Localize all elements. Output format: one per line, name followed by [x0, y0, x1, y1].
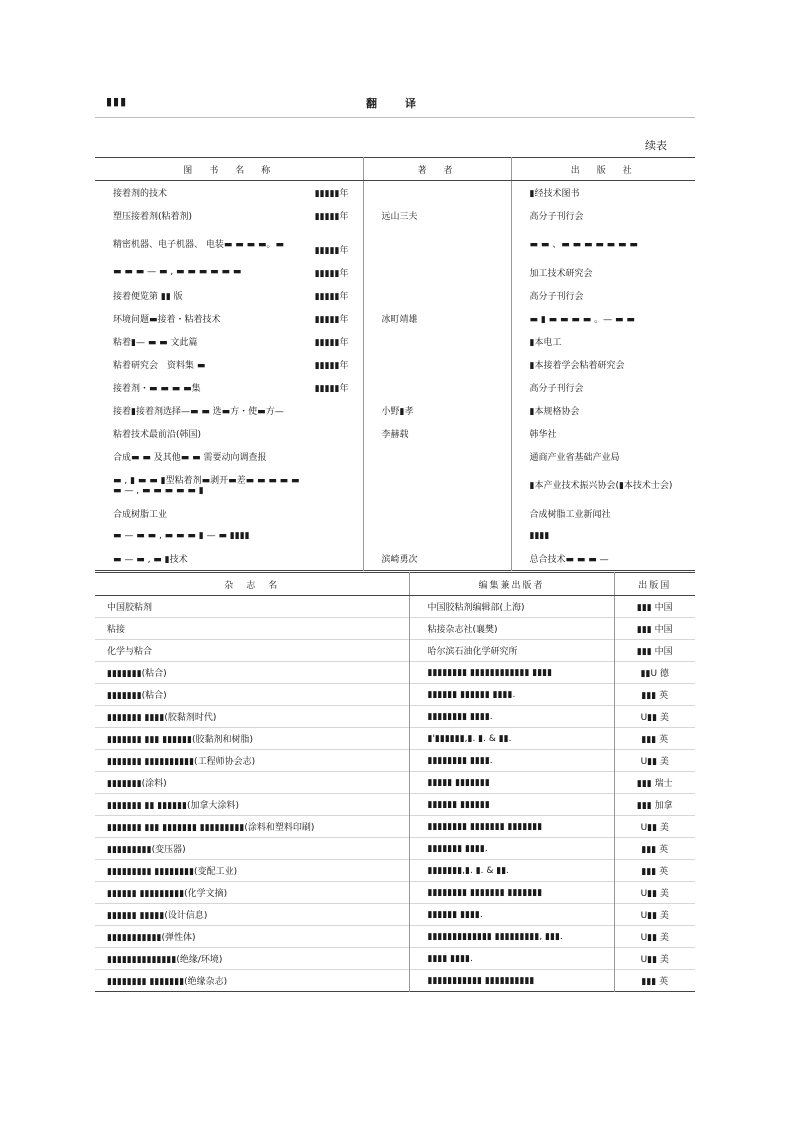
journal-publisher: ▮▮▮▮▮▮▮▮ ▮▮▮▮. [409, 706, 614, 728]
book-publisher: 高分子刊行会 [511, 376, 695, 399]
journal-row [95, 838, 695, 860]
book-title: 精密机器、电子机器、 电装▬ ▬ ▬ ▬。▬ [113, 240, 284, 250]
book-row [95, 376, 695, 399]
journal-row [95, 706, 695, 728]
book-row [95, 284, 695, 307]
journal-publisher: 哈尔滨石油化学研究所 [409, 640, 614, 662]
journal-publisher: ▮▮▮▮▮▮▮▮ ▮▮▮▮▮▮▮▮▮▮▮▮ ▮▮▮▮ [409, 662, 614, 684]
journal-country: ▮▮▮ 英 [614, 970, 695, 992]
running-header-title: 翻 译 [366, 97, 418, 110]
journal-country: ▮▮▮ 加拿 [614, 794, 695, 816]
book-row [95, 502, 695, 525]
journal-row [95, 882, 695, 904]
book-author: 李赫载 [363, 422, 511, 445]
journals-body [95, 596, 695, 992]
book-title-cell [95, 204, 363, 227]
journal-country: U▮▮ 美 [614, 750, 695, 772]
journal-name: ▮▮▮▮▮▮▮ ▮▮▮▮▮▮▮▮▮▮(工程师协会志) [107, 757, 256, 767]
journal-name: ▮▮▮▮▮▮▮▮▮▮▮▮▮▮(绝缘/环境) [107, 955, 223, 965]
book-title-cell [95, 330, 363, 353]
book-year: ▮▮▮▮▮年 [314, 383, 349, 394]
journal-country: U▮▮ 美 [614, 706, 695, 728]
book-year: ▮▮▮▮▮年 [314, 314, 349, 325]
journal-row [95, 904, 695, 926]
book-row [95, 261, 695, 284]
book-title-cell [95, 399, 363, 422]
journal-publisher: ▮▮▮▮▮▮▮▮▮▮▮▮▮ ▮▮▮▮▮▮▮▮▮, ▮▮▮. [409, 926, 614, 948]
journal-row [95, 662, 695, 684]
journal-row [95, 926, 695, 948]
journal-row [95, 728, 695, 750]
book-title-cell [95, 525, 363, 548]
book-title: 接着▮接着剂选择—▬ ▬ 选▬方・使▬方— [113, 406, 284, 417]
journal-country: ▮▮▮ 中国 [614, 596, 695, 618]
book-row [95, 181, 695, 204]
book-title-cell [95, 181, 363, 204]
journal-row [95, 684, 695, 706]
journal-row [95, 970, 695, 992]
journal-country: U▮▮ 美 [614, 882, 695, 904]
book-publisher: ▮本接着学会粘着研究会 [511, 353, 695, 376]
journal-publisher: 中国胶粘剂编辑部(上海) [409, 596, 614, 618]
journal-row [95, 816, 695, 838]
book-title: 粘着研究会 资料集 ▬ [113, 360, 206, 371]
book-year: ▮▮▮▮▮年 [314, 337, 349, 348]
book-title: 接着便览第 ▮▮ 版 [113, 291, 183, 302]
journal-name: 粘接 [107, 625, 126, 635]
journal-name: ▮▮▮▮▮▮▮▮ ▮▮▮▮▮▮▮(绝缘杂志) [107, 977, 228, 987]
book-year: ▮▮▮▮▮年 [314, 360, 349, 371]
book-publisher: 高分子刊行会 [511, 284, 695, 307]
book-publisher: 总合技术▬ ▬ ▬ — [511, 548, 695, 571]
book-author [363, 284, 511, 307]
journals-header-country: 出版国 [614, 573, 695, 596]
journal-publisher: ▮▮▮▮▮▮ ▮▮▮▮▮▮ ▮▮▮▮. [409, 684, 614, 706]
book-title: 粘着技术最前沿(韩国) [113, 429, 202, 440]
book-title-cell [95, 468, 363, 502]
book-publisher: 加工技术研究会 [511, 261, 695, 284]
book-author [363, 330, 511, 353]
journal-row [95, 772, 695, 794]
book-title-cell [95, 502, 363, 525]
journal-row [95, 618, 695, 640]
book-row [95, 445, 695, 468]
book-title-cell [95, 445, 363, 468]
journal-publisher: ▮▮▮▮▮ ▮▮▮▮▮▮▮ [409, 772, 614, 794]
journal-row [95, 596, 695, 618]
journal-country: ▮▮▮ 英 [614, 728, 695, 750]
journal-name: ▮▮▮▮▮▮▮(粘合) [107, 691, 167, 701]
book-author [363, 261, 511, 284]
journal-publisher: ▮▮▮▮▮▮▮▮ ▮▮▮▮. [409, 750, 614, 772]
journal-name: ▮▮▮▮▮▮▮ ▮▮▮▮(胶黏剂时代) [107, 713, 217, 723]
journal-name: ▮▮▮▮▮▮▮ ▮▮▮ ▮▮▮▮▮▮(胶黏剂和树脂) [107, 735, 253, 745]
book-publisher: 高分子刊行会 [511, 204, 695, 227]
book-title: 塑压接着剂(粘着剂) [113, 211, 193, 222]
journal-name: ▮▮▮▮▮▮▮(粘合) [107, 669, 167, 679]
journal-name: ▮▮▮▮▮▮▮▮▮▮▮(弹性体) [107, 933, 196, 943]
book-row [95, 353, 695, 376]
journal-name: ▮▮▮▮▮▮▮(涂料) [107, 779, 167, 789]
book-title: ▬ — ▬ , ▬ ▮技术 [113, 555, 188, 566]
book-title: 环境问题▬接着・粘着技术 [113, 314, 221, 325]
journal-publisher: ▮▮▮▮▮▮▮▮ ▮▮▮▮▮▮▮ ▮▮▮▮▮▮▮ [409, 816, 614, 838]
book-publisher: ▮经技术图书 [511, 181, 695, 204]
book-year: ▮▮▮▮▮年 [314, 291, 349, 302]
book-publisher: 合成树脂工业新闻社 [511, 502, 695, 525]
journals-header-publisher: 编集兼出版者 [409, 573, 614, 596]
journal-country: ▮▮▮ 中国 [614, 640, 695, 662]
book-publisher: ▬ ▮ ▬ ▬ ▬ ▬ 。— ▬ ▬ [511, 307, 695, 330]
book-author [363, 181, 511, 204]
book-publisher: ▮本规格协会 [511, 399, 695, 422]
journal-row [95, 794, 695, 816]
book-title-cell [95, 548, 363, 571]
book-year: ▮▮▮▮▮年 [314, 245, 349, 256]
book-author [363, 353, 511, 376]
journal-country: U▮▮ 美 [614, 816, 695, 838]
journal-row [95, 860, 695, 882]
book-title: 粘着▮— ▬ ▬ 文此篇 [113, 337, 198, 348]
journals-header-row [95, 573, 695, 596]
books-body [95, 181, 695, 571]
journal-name: ▮▮▮▮▮▮ ▮▮▮▮▮(设计信息) [107, 911, 208, 921]
journal-name: ▮▮▮▮▮▮▮ ▮▮ ▮▮▮▮▮▮(加拿大涂料) [107, 801, 240, 811]
book-author: 滨崎勇次 [363, 548, 511, 571]
book-title-cell [95, 422, 363, 445]
book-row [95, 468, 695, 502]
book-publisher: ▮本产业技术振兴协会(▮本技术士会) [511, 468, 695, 502]
journal-country: U▮▮ 美 [614, 948, 695, 970]
journal-country: ▮▮▮ 瑞士 [614, 772, 695, 794]
journal-name: ▮▮▮▮▮▮▮ ▮▮▮ ▮▮▮▮▮▮▮ ▮▮▮▮▮▮▮▮▮(涂料和塑料印刷) [107, 823, 315, 833]
header-rule [95, 117, 695, 118]
book-publisher: ▮本电工 [511, 330, 695, 353]
book-year: ▮▮▮▮▮年 [314, 188, 349, 199]
book-author [363, 468, 511, 502]
book-author [363, 227, 511, 261]
book-row [95, 525, 695, 548]
book-row [95, 307, 695, 330]
journals-header-name: 杂 志 名 [95, 573, 409, 596]
book-author: 冰町靖雄 [363, 307, 511, 330]
book-author [363, 525, 511, 548]
books-header-row [95, 158, 695, 181]
book-title: 合成▬ ▬ 及其他▬ ▬ 需要动向调查报 [113, 452, 267, 463]
book-title: 合成树脂工业 [113, 509, 168, 520]
book-title: 接着剂・▬ ▬ ▬ ▬集 [113, 383, 201, 394]
running-header-left: ▮▮▮ [106, 95, 128, 108]
book-row [95, 204, 695, 227]
journal-row [95, 640, 695, 662]
book-author: 小野▮孝 [363, 399, 511, 422]
journal-country: ▮▮▮ 英 [614, 838, 695, 860]
journal-name: 中国胶粘剂 [107, 603, 153, 613]
journal-publisher: ▮'▮▮▮▮▮▮,▮. ▮. & ▮▮. [409, 728, 614, 750]
journal-country: ▮▮▮ 英 [614, 684, 695, 706]
journal-country: U▮▮ 美 [614, 926, 695, 948]
book-row [95, 422, 695, 445]
book-row [95, 227, 695, 261]
book-title: 接着剂的技术 [113, 188, 168, 199]
book-title: ▬ ▬ ▬ — ▬ , ▬ ▬ ▬ ▬ ▬ ▬ [113, 266, 242, 277]
journals-table [95, 572, 695, 992]
book-row [95, 548, 695, 571]
journal-country: ▮▮▮ 中国 [614, 618, 695, 640]
book-title-cell [95, 284, 363, 307]
book-year: ▮▮▮▮▮年 [314, 211, 349, 222]
book-publisher: 韩华社 [511, 422, 695, 445]
books-header-publisher: 出 版 社 [511, 158, 695, 181]
journal-publisher: ▮▮▮▮▮▮▮▮▮▮▮ ▮▮▮▮▮▮▮▮▮▮ [409, 970, 614, 992]
book-row [95, 399, 695, 422]
book-publisher: ▬ ▬ 、▬ ▬ ▬ ▬ ▬ ▬ ▬ [511, 227, 695, 261]
journal-publisher: ▮▮▮▮▮▮▮ ▮▮▮▮. [409, 838, 614, 860]
journal-publisher: ▮▮▮▮▮▮ ▮▮▮▮. [409, 904, 614, 926]
journal-country: ▮▮▮ 英 [614, 860, 695, 882]
journal-name: ▮▮▮▮▮▮▮▮▮ ▮▮▮▮▮▮▮▮(变配工业) [107, 867, 238, 877]
book-publisher: ▮▮▮▮ [511, 525, 695, 548]
journal-country: U▮▮ 美 [614, 904, 695, 926]
journal-country: ▮▮U 德 [614, 662, 695, 684]
book-title-cell [95, 376, 363, 399]
journal-publisher: ▮▮▮▮▮▮▮,▮. ▮. & ▮▮. [409, 860, 614, 882]
continued-label: 续表 [645, 139, 667, 152]
book-author [363, 376, 511, 399]
journal-publisher: ▮▮▮▮▮▮ ▮▮▮▮▮▮ [409, 794, 614, 816]
book-title: ▬ , ▮ ▬ ▬ ▮型粘着剂▬剥开▬差▬ ▬ ▬ ▬ ▬ ▬ — , ▬ ▬ ▬ ▬ ▬ ▮ [113, 476, 300, 496]
book-title: ▬ — ▬ ▬ , ▬ ▬ ▬ ▮ — ▬ ▮▮▮▮ [113, 530, 250, 541]
journal-publisher: ▮▮▮▮▮▮▮▮ ▮▮▮▮▮▮▮ ▮▮▮▮▮▮▮ [409, 882, 614, 904]
book-year: ▮▮▮▮▮年 [314, 268, 349, 279]
book-author [363, 502, 511, 525]
journal-publisher: ▮▮▮▮ ▮▮▮▮. [409, 948, 614, 970]
book-title-cell [95, 227, 363, 261]
books-header-author: 著 者 [363, 158, 511, 181]
journal-row [95, 948, 695, 970]
journal-row [95, 750, 695, 772]
book-publisher: 通商产业省基础产业局 [511, 445, 695, 468]
book-title-cell [95, 353, 363, 376]
book-author: 远山三夫 [363, 204, 511, 227]
journal-name: ▮▮▮▮▮▮ ▮▮▮▮▮▮▮▮▮(化学文摘) [107, 889, 228, 899]
books-table [95, 157, 695, 571]
journal-name: 化学与粘合 [107, 647, 153, 657]
book-title-cell [95, 307, 363, 330]
book-row [95, 330, 695, 353]
book-title-cell [95, 261, 363, 284]
book-author [363, 445, 511, 468]
journal-name: ▮▮▮▮▮▮▮▮▮(变压器) [107, 845, 186, 855]
journal-publisher: 粘接杂志社(襄樊) [409, 618, 614, 640]
books-header-title: 图 书 名 称 [95, 158, 363, 181]
